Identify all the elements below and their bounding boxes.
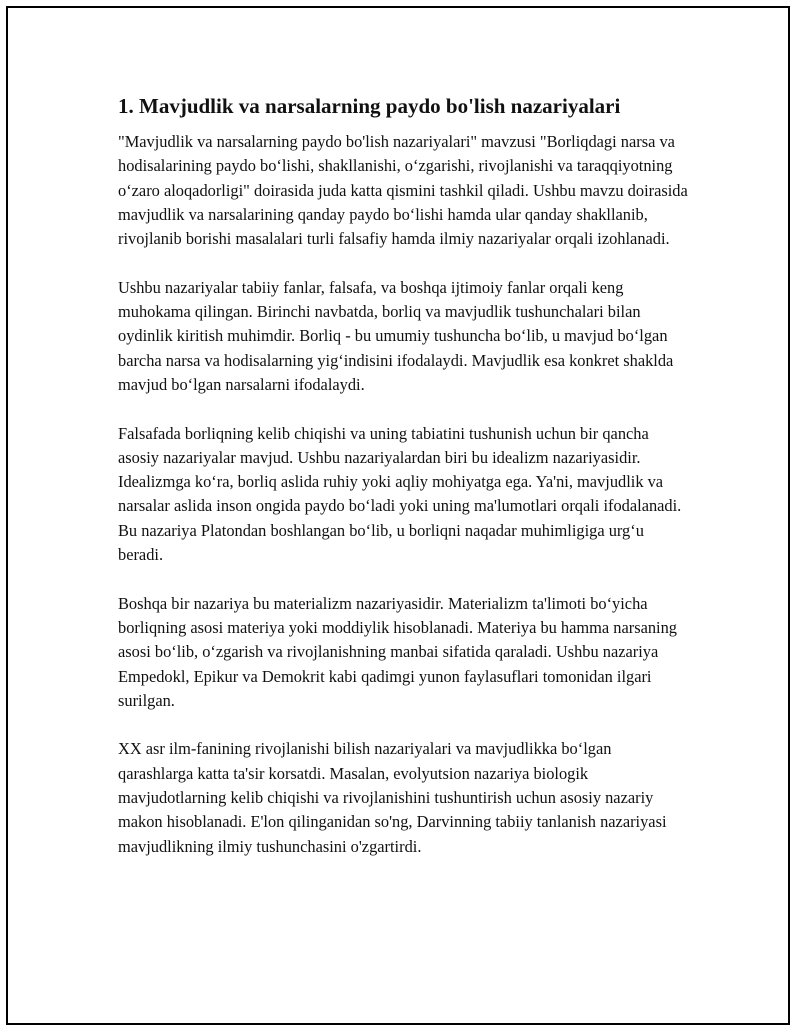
paragraph-2: Ushbu nazariyalar tabiiy fanlar, falsafa, va boshqa ijtimoiy fanlar orqali keng muhokama qilingan. Birinchi navbatda, borliq va mavjudlik tushunchalari bilan oydinlik kiritish muhimdir. Borliq - bu umumiy tushuncha bo‘lib, u mavjud bo‘lgan barcha narsa va hodisalarning yig‘indisini ifodalaydi. Mavjudlik esa konkret shaklda mavjud bo‘lgan narsalarni ifodalaydi.: [118, 277, 674, 394]
document-body: [118, 92, 688, 859]
paragraph-5: XX asr ilm-fanining rivojlanishi bilish nazariyalari va mavjudlikka bo‘lgan qarashlarga katta ta'sir korsatdi. Masalan, evolyutsion nazariya biologik mavjudotlarning kelib chiqishi va rivojlanishini tushuntirish uchun asosiy nazariy makon hisoblanadi. E'lon qilinganidan so'ng, Darvinning tabiiy tanlanish nazariyasi mavjudlikning ilmiy tushunchasini o'zgartirdi.: [118, 739, 667, 856]
section-heading: 1. Mavjudlik va narsalarning paydo bo'lish nazariyalari: [118, 94, 621, 118]
paragraph-1: "Mavjudlik va narsalarning paydo bo'lish nazariyalari" mavzusi "Borliqdagi narsa va hodisalarining paydo bo‘lishi, shakllanishi, o‘zgarishi, rivojlanishi va taraqqiyotning o‘zaro aloqadorligi" doirasida juda katta qismini tashkil qiladi. Ushbu mavzu doirasida mavjudlik va narsalarining qanday paydo bo‘lishi hamda ular qanday shakllanib, rivojlanib borishi masalalari turli falsafiy hamda ilmiy nazariyalar orqali izohlanadi.: [118, 132, 688, 249]
paragraph-4: Boshqa bir nazariya bu materializm nazariyasidir. Materializm ta'limoti bo‘yicha borliqning asosi materiya yoki moddiylik hisoblanadi. Materiya bu hamma narsaning asosi bo‘lib, o‘zgarish va rivojlanishning manbai sifatida qaraladi. Ushbu nazariya Empedokl, Epikur va Demokrit kabi qadimgi yunon faylasuflari tomonidan ilgari surilgan.: [118, 593, 677, 710]
paragraph-3: Falsafada borliqning kelib chiqishi va uning tabiatini tushunish uchun bir qancha asosiy nazariyalar mavjud. Ushbu nazariyalardan biri bu idealizm nazariyasidir. Idealizmga ko‘ra, borliq aslida ruhiy yoki aqliy mohiyatga ega. Ya'ni, mavjudlik va narsalar aslida inson ongida paydo bo‘ladi yoki uning ma'lumotlari orqali ifodalanadi. Bu nazariya Platondan boshlangan bo‘lib, u borliqni naqadar muhimligiga urg‘u beradi.: [118, 423, 682, 565]
